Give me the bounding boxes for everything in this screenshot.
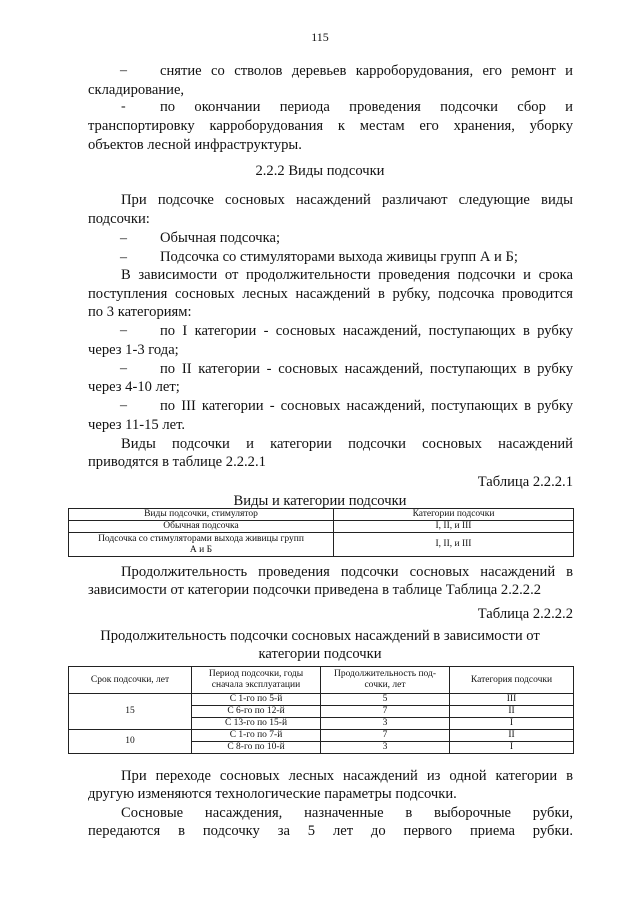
table-header-cell: Срок подсочки, лет — [69, 667, 192, 694]
table-cell: II — [450, 706, 574, 718]
paragraph-line: поступления сосновых лесных насаждений в рубку, подсочка проводится — [88, 286, 573, 302]
table-row — [69, 533, 574, 557]
list-dash: – — [120, 398, 127, 413]
list-dash: - — [121, 99, 126, 114]
paragraph-line: При переходе сосновых лесных насаждений из одной категории в — [121, 768, 573, 784]
table-header-row — [69, 667, 574, 694]
paragraph-line: В зависимости от продолжительности проведения подсочки и срока — [121, 267, 573, 283]
table-cell: 3 — [321, 718, 450, 730]
table-cell: С 8-го по 10-й — [192, 742, 321, 754]
paragraph-line: При подсочке сосновых насаждений различают следующие виды — [121, 192, 573, 208]
table-types-categories — [68, 508, 574, 557]
table-cell: II — [450, 730, 574, 742]
paragraph-line: приводятся в таблице 2.2.2.1 — [88, 454, 266, 470]
table-row — [69, 694, 574, 706]
table-cell: I, II, и III — [334, 521, 574, 533]
table-cell: С 1-го по 7-й — [192, 730, 321, 742]
section-title: 2.2.2 Виды подсочки — [255, 163, 385, 179]
list-dash: – — [120, 63, 127, 78]
table2-label: Таблица 2.2.2.2 — [477, 606, 573, 622]
list-dash: – — [120, 361, 127, 376]
paragraph-line: Сосновые насаждения, назначенные в выборочные рубки, — [121, 805, 573, 821]
intro-item2-line3: объектов лесной инфраструктуры. — [88, 137, 302, 153]
table-header-cell: Период подсочки, годы сначала эксплуатации — [192, 667, 321, 694]
category-item-2: по II категории - сосновых насаждений, поступающих в рубку — [160, 361, 573, 377]
table-cell: С 6-го по 12-й — [192, 706, 321, 718]
intro-item2-line2: транспортировку карроборудования к местам его хранения, уборку — [88, 118, 573, 134]
table-header-cell: Продолжительность под- сочки, лет — [321, 667, 450, 694]
table2-caption-line1: Продолжительность подсочки сосновых насаждений в зависимости от — [100, 628, 540, 644]
table-cell: 3 — [321, 742, 450, 754]
list-dash: – — [120, 231, 127, 246]
paragraph-line: передаются в подсочку за 5 лет до первого приема рубки. — [88, 823, 573, 839]
table1-caption: Виды и категории подсочки — [233, 493, 407, 509]
paragraph-line: по 3 категориям: — [88, 304, 192, 320]
intro-item1-line1: снятие со стволов деревьев карроборудования, его ремонт и — [160, 63, 573, 79]
table-header-row — [69, 509, 574, 521]
page-number: 115 — [311, 30, 329, 44]
list-dash: – — [120, 323, 127, 338]
paragraph-line: Продолжительность проведения подсочки сосновых насаждений в — [121, 564, 573, 580]
table-header-cell: Категории подсочки — [334, 509, 574, 521]
table-row — [69, 730, 574, 742]
table-cell-term: 15 — [69, 694, 192, 730]
paragraph-line: зависимости от категории подсочки приведена в таблице Таблица 2.2.2.2 — [88, 582, 542, 598]
intro-item1-line2: складирование, — [88, 82, 185, 98]
table2-caption-line2: категории подсочки — [258, 646, 382, 662]
table-cell: III — [450, 694, 574, 706]
table-cell: 5 — [321, 694, 450, 706]
category-item-3: по III категории - сосновых насаждений, поступающих в рубку — [160, 398, 573, 414]
table-cell: 7 — [321, 706, 450, 718]
table-row — [69, 521, 574, 533]
category-item-2-cont: через 4-10 лет; — [88, 379, 180, 395]
table1-label: Таблица 2.2.2.1 — [477, 474, 573, 490]
table-cell: 7 — [321, 730, 450, 742]
table-cell: I — [450, 742, 574, 754]
paragraph-line: Виды подсочки и категории подсочки сосновых насаждений — [121, 436, 573, 452]
table-cell: I, II, и III — [334, 533, 574, 557]
bullet-item-1: Обычная подсочка; — [160, 230, 281, 246]
bullet-item-2: Подсочка со стимуляторами выхода живицы групп А и Б; — [160, 249, 518, 265]
intro-item2-line1: по окончании периода проведения подсочки сбор и — [160, 99, 573, 115]
table-duration — [68, 666, 574, 754]
table-cell: Обычная подсочка — [69, 521, 334, 533]
category-item-3-cont: через 11-15 лет. — [88, 417, 186, 433]
table-cell: I — [450, 718, 574, 730]
category-item-1-cont: через 1-3 года; — [88, 342, 179, 358]
list-dash: – — [120, 250, 127, 265]
table-cell: С 13-го по 15-й — [192, 718, 321, 730]
paragraph-line: другую изменяются технологические параметры подсочки. — [88, 786, 457, 802]
table-header-cell: Категория подсочки — [450, 667, 574, 694]
category-item-1: по I категории - сосновых насаждений, поступающих в рубку — [160, 323, 573, 339]
table-header-cell: Виды подсочки, стимулятор — [69, 509, 334, 521]
table-cell: С 1-го по 5-й — [192, 694, 321, 706]
paragraph-line: подсочки: — [88, 211, 150, 227]
table-cell-term: 10 — [69, 730, 192, 754]
table-cell: Подсочка со стимуляторами выхода живицы групп А и Б — [69, 533, 334, 557]
